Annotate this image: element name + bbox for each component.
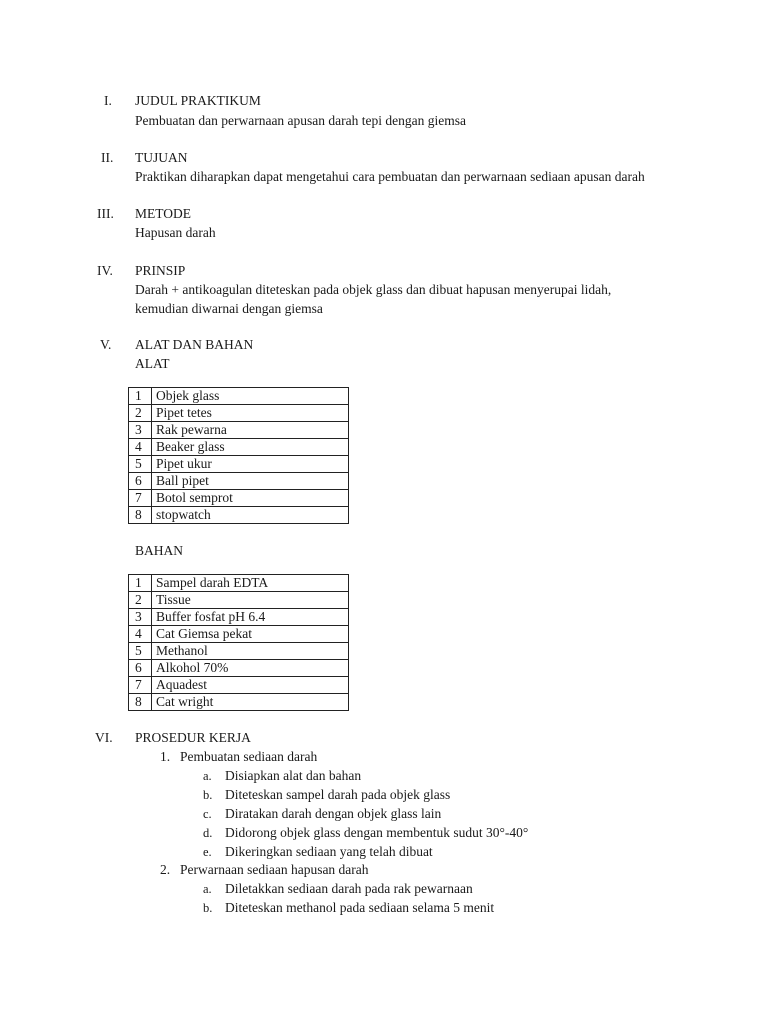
table-row [129, 422, 349, 439]
item-name: Rak pewarna [152, 422, 349, 439]
procedure-title: Perwarnaan sediaan hapusan darah [180, 862, 369, 877]
procedure-number: 2. [160, 862, 171, 877]
step-letter: d. [203, 826, 213, 840]
alat-table [128, 387, 349, 524]
row-number: 2 [129, 405, 152, 422]
item-name: Aquadest [152, 677, 349, 694]
section-number: V. [100, 337, 112, 352]
section-title: JUDUL PRAKTIKUM [135, 93, 261, 108]
table-row [129, 626, 349, 643]
step-letter: c. [203, 807, 212, 821]
table-row [129, 575, 349, 592]
item-name: Pipet ukur [152, 456, 349, 473]
section-number: IV. [97, 263, 113, 278]
row-number: 7 [129, 490, 152, 507]
section-title: METODE [135, 206, 191, 221]
row-number: 5 [129, 643, 152, 660]
item-name: Cat wright [152, 694, 349, 711]
section-number: I. [104, 93, 112, 108]
row-number: 6 [129, 473, 152, 490]
step-text: Diteteskan sampel darah pada objek glass [225, 787, 451, 802]
table-row [129, 660, 349, 677]
section-title: ALAT DAN BAHAN [135, 337, 254, 352]
row-number: 6 [129, 660, 152, 677]
item-name: Sampel darah EDTA [152, 575, 349, 592]
row-number: 4 [129, 439, 152, 456]
item-name: Ball pipet [152, 473, 349, 490]
procedure-number: 1. [160, 749, 171, 764]
row-number: 1 [129, 575, 152, 592]
bahan-heading: BAHAN [135, 543, 184, 558]
section-number: VI. [95, 730, 113, 745]
step-letter: b. [203, 788, 213, 802]
step-letter: e. [203, 845, 212, 859]
section-text-line1: Darah + antikoagulan diteteskan pada objek glass dan dibuat hapusan menyerupai lidah, [135, 282, 612, 297]
item-name: Pipet tetes [152, 405, 349, 422]
item-name: Buffer fosfat pH 6.4 [152, 609, 349, 626]
step-text: Didorong objek glass dengan membentuk sudut 30°-40° [225, 825, 529, 840]
row-number: 4 [129, 626, 152, 643]
item-name: stopwatch [152, 507, 349, 524]
table-row [129, 456, 349, 473]
bahan-table [128, 574, 349, 711]
item-name: Botol semprot [152, 490, 349, 507]
step-text: Diletakkan sediaan darah pada rak pewarnaan [225, 881, 473, 896]
section-title: TUJUAN [135, 150, 188, 165]
table-row [129, 490, 349, 507]
row-number: 1 [129, 388, 152, 405]
section-number: III. [97, 206, 114, 221]
item-name: Tissue [152, 592, 349, 609]
section-text: Praktikan diharapkan dapat mengetahui cara pembuatan dan perwarnaan sediaan apusan darah [135, 169, 645, 184]
table-row [129, 388, 349, 405]
row-number: 7 [129, 677, 152, 694]
section-text: Pembuatan dan perwarnaan apusan darah tepi dengan giemsa [135, 113, 466, 128]
row-number: 3 [129, 422, 152, 439]
table-row [129, 473, 349, 490]
table-row [129, 439, 349, 456]
table-row [129, 507, 349, 524]
step-text: Dikeringkan sediaan yang telah dibuat [225, 844, 433, 859]
table-row [129, 677, 349, 694]
table-row [129, 643, 349, 660]
row-number: 3 [129, 609, 152, 626]
table-row [129, 405, 349, 422]
table-row [129, 694, 349, 711]
table-row [129, 609, 349, 626]
step-text: Diteteskan methanol pada sediaan selama 5 menit [225, 900, 495, 915]
section-title: PROSEDUR KERJA [135, 730, 251, 745]
step-text: Disiapkan alat dan bahan [225, 768, 362, 783]
step-letter: a. [203, 769, 212, 783]
step-letter: b. [203, 901, 213, 915]
item-name: Alkohol 70% [152, 660, 349, 677]
row-number: 5 [129, 456, 152, 473]
step-letter: a. [203, 882, 212, 896]
item-name: Methanol [152, 643, 349, 660]
procedure-title: Pembuatan sediaan darah [180, 749, 318, 764]
row-number: 8 [129, 507, 152, 524]
section-text: Hapusan darah [135, 225, 216, 240]
item-name: Objek glass [152, 388, 349, 405]
alat-heading: ALAT [135, 356, 170, 371]
item-name: Cat Giemsa pekat [152, 626, 349, 643]
row-number: 2 [129, 592, 152, 609]
step-text: Diratakan darah dengan objek glass lain [225, 806, 442, 821]
section-text-line2: kemudian diwarnai dengan giemsa [135, 301, 323, 316]
section-number: II. [101, 150, 114, 165]
row-number: 8 [129, 694, 152, 711]
item-name: Beaker glass [152, 439, 349, 456]
section-title: PRINSIP [135, 263, 186, 278]
table-row [129, 592, 349, 609]
